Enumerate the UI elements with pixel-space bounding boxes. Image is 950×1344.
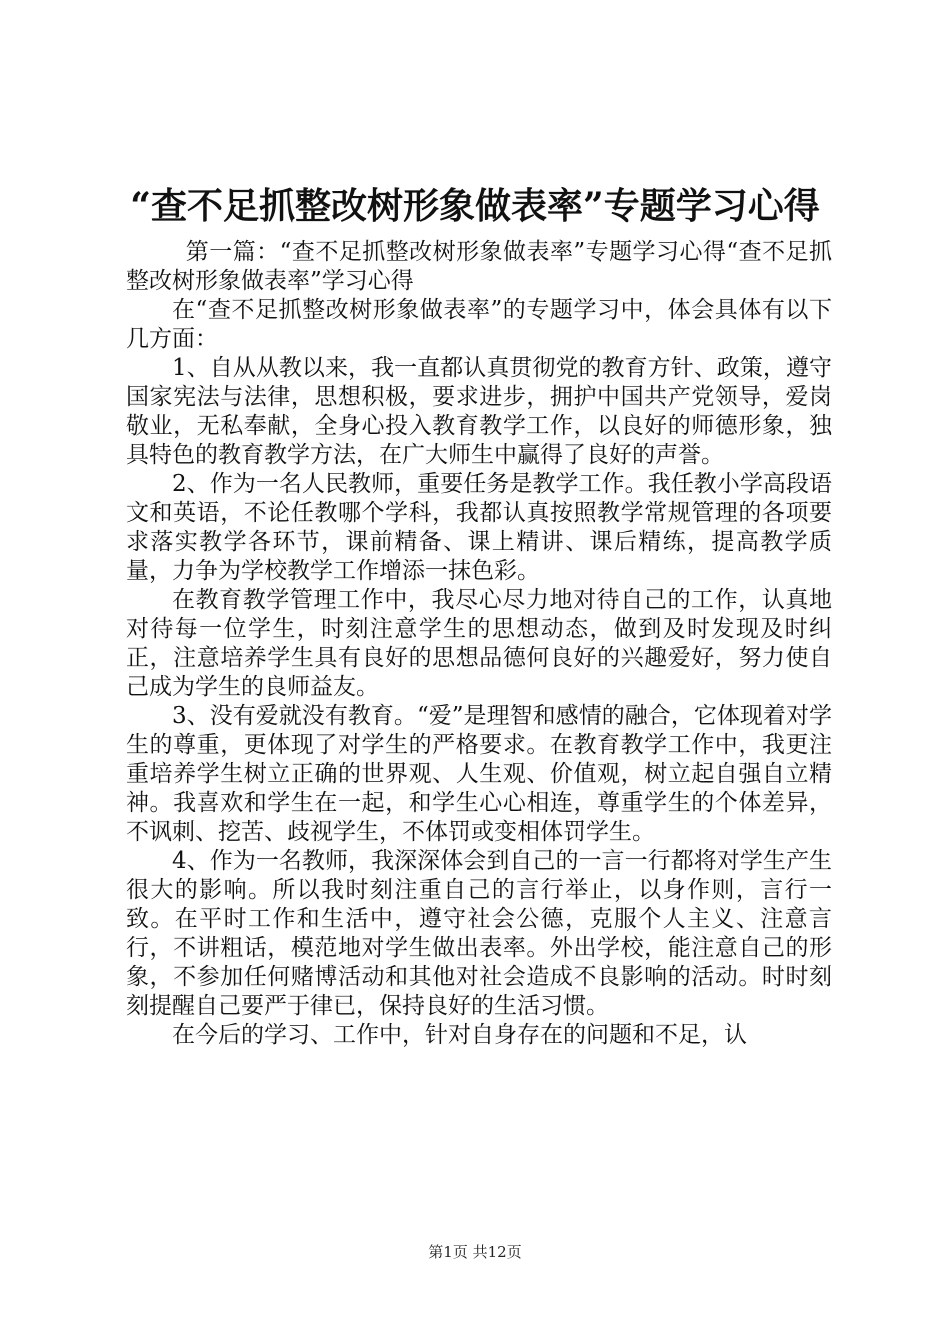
paragraph-point-1: 1、自从从教以来，我一直都认真贯彻党的教育方针、政策，遵守国家宪法与法律，思想积极，要求进步，拥护中国共产党领导，爱岗敬业，无私奉献，全身心投入教育教学工作，以良好的师德形象，独具特色的教育教学方法，在广大师生中赢得了良好的声誉。 [126,355,832,468]
paragraph-point-2: 2、作为一名人民教师，重要任务是教学工作。我任教小学高段语文和英语，不论任教哪个学科，我都认真按照教学常规管理的各项要求落实教学各环节，课前精备、课上精讲、课后精练，提高教学质量，力争为学校教学工作增添一抹色彩。 [126,471,832,584]
paragraph-point-4: 4、作为一名教师，我深深体会到自己的一言一行都将对学生产生很大的影响。所以我时刻注重自己的言行举止，以身作则，言行一致。在平时工作和生活中，遵守社会公德，克服个人主义、注意言行，不讲粗话，模范地对学生做出表率。外出学校，能注意自己的形象，不参加任何赌博活动和其他对社会造成不良影响的活动。时时刻刻提醒自己要严于律已，保持良好的生活习惯。 [126,848,832,1019]
paragraph-point-3: 3、没有爱就没有教育。“爱”是理智和感情的融合，它体现着对学生的尊重，更体现了对学生的严格要求。在教育教学工作中，我更注重培养学生树立正确的世界观、人生观、价值观，树立起自强自立精神。我喜欢和学生在一起，和学生心心相连，尊重学生的个体差异，不讽刺、挖苦、歧视学生，不体罚或变相体罚学生。 [126,703,832,845]
document-title: “查不足抓整改树形象做表率”专题学习心得 [130,185,820,227]
paragraph-heading: 第一篇：“查不足抓整改树形象做表率”专题学习心得“查不足抓整改树形象做表率”学习心得 [126,239,832,294]
document-body [126,238,832,1050]
paragraph-intro: 在“查不足抓整改树形象做表率”的专题学习中，体会具体有以下几方面： [126,297,832,352]
paragraph-future: 在今后的学习、工作中，针对自身存在的问题和不足，认 [172,1022,747,1048]
page-number-footer: 第1页 共12页 [428,1243,522,1261]
paragraph-management: 在教育教学管理工作中，我尽心尽力地对待自己的工作，认真地对待每一位学生，时刻注意学生的思想动态，做到及时发现及时纠正，注意培养学生具有良好的思想品德何良好的兴趣爱好，努力使自己成为学生的良师益友。 [126,587,832,700]
